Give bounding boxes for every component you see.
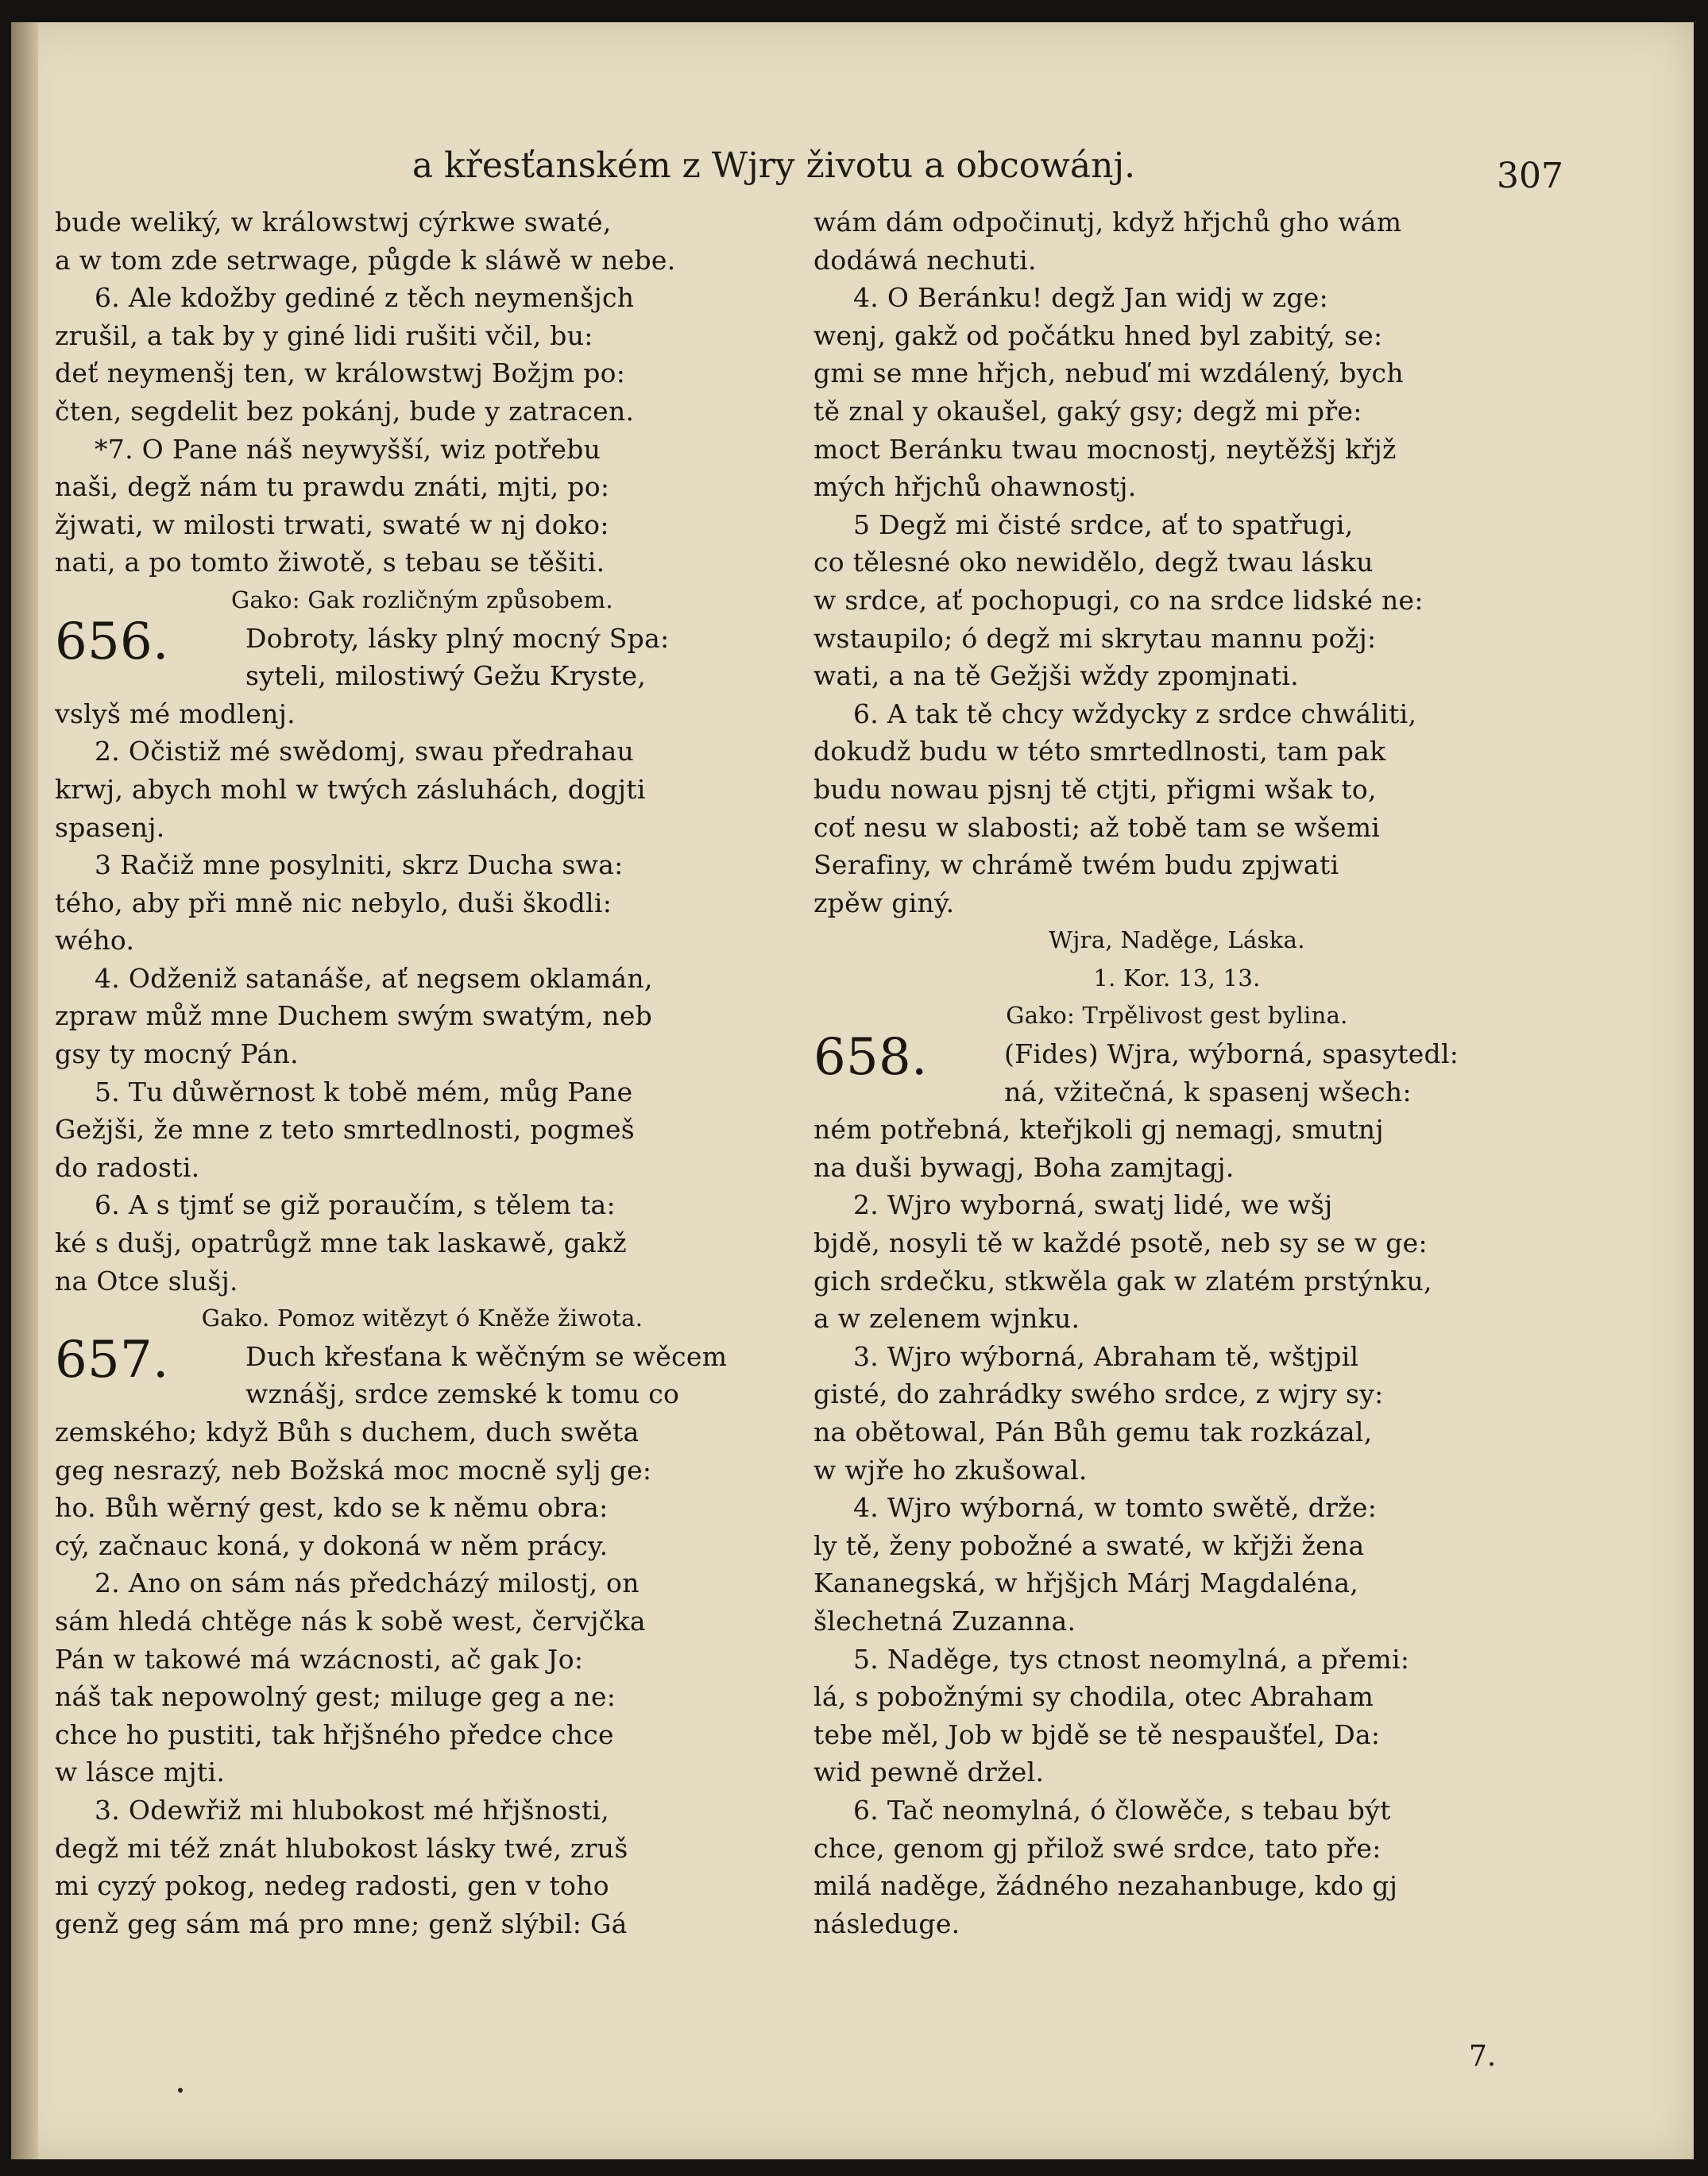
tune-line: Gako. Pomoz witězyt ó Kněže žiwota. — [201, 1304, 643, 1332]
text-line: budu nowau pjsnj tě ctjti, přigmi wšak to, — [813, 773, 1377, 805]
text-line: 4. Odženiž satanáše, ať negsem oklamán, — [95, 962, 653, 994]
text-line: bjdě, nosyli tě w každé psotě, neb sy se w ge: — [813, 1227, 1428, 1259]
text-line: co tělesné oko newidělo, degž twau lásku — [813, 547, 1374, 578]
text-line: zpraw můž mne Duchem swým swatým, neb — [55, 1000, 653, 1032]
text-line: degž mi též znát hlubokost lásky twé, zruš — [55, 1832, 628, 1864]
text-line: 5 Degž mi čisté srdce, ať to spatřugi, — [853, 508, 1354, 540]
text-line: wid pewně držel. — [813, 1757, 1045, 1788]
tune-line: 1. Kor. 13, 13. — [1093, 964, 1261, 991]
text-line: 6. Ale kdožby gediné z těch neymenšjch — [95, 282, 635, 314]
text-line: deť neymenšj ten, w králowstwj Božjm po: — [55, 358, 626, 389]
text-line: 2. Očistiž mé swědomj, swau předrahau — [95, 736, 635, 767]
text-line: 5. Tu důwěrnost k tobě mém, můg Pane — [95, 1076, 633, 1107]
text-line: milá naděge, žádného nezahanbuge, kdo gj — [813, 1870, 1398, 1902]
text-line: chce, genom gj přilož swé srdce, tato pře: — [813, 1832, 1381, 1864]
hymn-heading — [55, 1330, 790, 1413]
text-line: wstaupilo; ó degž mi skrytau mannu požj: — [813, 622, 1377, 654]
tune-line: Gako: Trpělivost gest bylina. — [1006, 1002, 1348, 1030]
text-line: mi cyzý pokog, nedeg radosti, gen v toho — [55, 1870, 609, 1902]
text-line: dodáwá nechuti. — [813, 244, 1037, 276]
text-line: ho. Bůh wěrný gest, kdo se k němu obra: — [55, 1492, 609, 1524]
text-line: 3. Odewřiž mi hlubokost mé hřjšnosti, — [95, 1794, 610, 1826]
text-line: geg nesrazý, neb Božská moc mocně sylj ge: — [55, 1454, 652, 1486]
hymn-first-line: (Fides) Wjra, wýborná, spasytedl: — [1004, 1038, 1459, 1070]
text-line: wenj, gakž od počátku hned byl zabitý, se: — [813, 319, 1383, 351]
text-line: cý, začnauc koná, y dokoná w něm prácy. — [55, 1529, 609, 1561]
text-line: zemského; když Bůh s duchem, duch swěta — [55, 1417, 640, 1447]
text-line: Gežjši, že mne z teto smrtedlnosti, pogmeš — [55, 1114, 636, 1146]
text-line: zpěw giný. — [813, 887, 955, 918]
text-line: šlechetná Zuzanna. — [813, 1605, 1076, 1637]
text-line: coť nesu w slabosti; až tobě tam se wšemi — [813, 811, 1381, 843]
text-line: 2. Wjro wyborná, swatj lidé, we wšj — [853, 1189, 1333, 1221]
text-line: w lásce mjti. — [55, 1757, 226, 1788]
hymn-number: 657. — [55, 1330, 169, 1389]
text-line: chce ho pustiti, tak hřjšného předce chce — [55, 1718, 614, 1750]
tune-line: Wjra, Naděge, Láska. — [1049, 926, 1305, 954]
text-line: 3. Wjro wýborná, Abraham tě, wštjpil — [853, 1340, 1359, 1372]
text-line: gisté, do zahrádky swého srdce, z wjry sy: — [813, 1378, 1384, 1410]
hymn-first-line: Dobroty, lásky plný mocný Spa: — [245, 622, 670, 654]
text-line: čten, segdelit bez pokánj, bude y zatracen. — [55, 395, 635, 427]
left-column — [55, 203, 790, 1942]
text-line: 6. Tač neomylná, ó člowěče, s tebau být — [853, 1794, 1391, 1826]
page-number: 307 — [1497, 156, 1563, 196]
text-line: ké s dušj, opatrůgž mne tak laskawě, gakž — [55, 1227, 627, 1259]
text-line: wati, a na tě Gežjši wždy zpomjnati. — [813, 660, 1299, 692]
text-line: na duši bywagj, Boha zamjtagj. — [813, 1151, 1235, 1183]
hymn-first-line: ná, vžitečná, k spasenj wšech: — [1004, 1076, 1412, 1107]
text-line: ly tě, ženy pobožné a swaté, w křjži žena — [813, 1529, 1365, 1561]
text-line: tého, aby při mně nic nebylo, duši škodli: — [55, 887, 612, 918]
text-line: nati, a po tomto žiwotě, s tebau se těšiti. — [55, 547, 605, 578]
text-line: w wjře ho zkušowal. — [813, 1454, 1088, 1486]
text-line: wého. — [55, 925, 135, 957]
text-line: tě znal y okaušel, gaký gsy; degž mi pře: — [813, 395, 1362, 427]
text-line: spasenj. — [55, 811, 165, 843]
text-line: a w tom zde setrwage, půgde k sláwě w nebe. — [55, 244, 676, 276]
text-line: dokudž budu w této smrtedlnosti, tam pak — [813, 736, 1386, 767]
hymn-first-line: syteli, milostiwý Gežu Kryste, — [245, 660, 647, 692]
text-line: na obětowal, Pán Bůh gemu tak rozkázal, — [813, 1417, 1373, 1447]
page-gutter — [11, 22, 38, 2159]
text-line: bude weliký, w králowstwj cýrkwe swaté, — [55, 207, 612, 238]
text-line: naši, degž nám tu prawdu znáti, mjti, po: — [55, 471, 610, 503]
text-line: lá, s pobožnými sy chodila, otec Abraham — [813, 1681, 1374, 1713]
text-line: wám dám odpočinutj, když hřjchů gho wám — [813, 207, 1402, 238]
hymn-number: 656. — [55, 612, 169, 671]
catchword: 7. — [1469, 2040, 1497, 2073]
text-line: *7. O Pane náš neywyšší, wiz potřebu — [95, 433, 601, 465]
text-line: genž geg sám má pro mne; genž slýbil: Gá — [55, 1907, 628, 1939]
text-line: zrušil, a tak by y giné lidi rušiti včil, bu: — [55, 319, 593, 351]
running-header: a křesťanském z Wjry životu a obcowánj. — [412, 145, 1136, 186]
text-line: gsy ty mocný Pán. — [55, 1038, 299, 1070]
text-line: 4. O Beránku! degž Jan widj w zge: — [853, 282, 1329, 314]
hymn-heading — [55, 612, 790, 695]
text-line: 2. Ano on sám nás předcházý milostj, on — [95, 1567, 640, 1599]
text-line: mých hřjchů ohawnostj. — [813, 471, 1137, 503]
text-line: do radosti. — [55, 1151, 200, 1183]
text-line: vslyš mé modlenj. — [55, 698, 296, 729]
hymn-first-line: wznášj, srdce zemské k tomu co — [245, 1378, 680, 1410]
text-line: gmi se mne hřjch, nebuď mi wzdálený, bych — [813, 358, 1404, 389]
text-line: 4. Wjro wýborná, w tomto swětě, drže: — [853, 1492, 1378, 1524]
tune-line: Gako: Gak rozličným způsobem. — [231, 586, 613, 613]
text-line: ném potřebná, kteřjkoli gj nemagj, smutnj — [813, 1114, 1384, 1146]
text-line: sám hledá chtěge nás k sobě west, červjčka — [55, 1605, 646, 1637]
hymn-first-line: Duch křesťana k wěčným se wěcem — [245, 1340, 728, 1372]
text-line: 3 Račiž mne posylniti, skrz Ducha swa: — [95, 849, 624, 881]
text-line: 6. A s tjmť se giž poraučím, s tělem ta: — [95, 1189, 616, 1221]
text-line: krwj, abych mohl w twých zásluhách, dogjti — [55, 773, 646, 805]
book-page — [11, 22, 1694, 2159]
text-line: Serafiny, w chrámě twém budu zpjwati — [813, 849, 1339, 881]
text-line: 6. A tak tě chcy wždycky z srdce chwáliti, — [853, 698, 1417, 729]
text-line: gich srdečku, stkwěla gak w zlatém prstýnku, — [813, 1265, 1432, 1297]
hymn-number: 658. — [813, 1028, 928, 1088]
text-line: žjwati, w milosti trwati, swaté w nj doko: — [55, 508, 609, 540]
right-column — [813, 203, 1540, 1942]
text-line: moct Beránku twau mocnostj, neytěžšj křjž — [813, 433, 1397, 465]
text-line: Kananegská, w hřjšjch Márj Magdaléna, — [813, 1567, 1359, 1599]
text-line: w srdce, ať pochopugi, co na srdce lidské ne: — [813, 584, 1424, 616]
text-line: tebe měl, Job w bjdě se tě nespaušťel, Da: — [813, 1718, 1381, 1750]
text-line: a w zelenem wjnku. — [813, 1303, 1080, 1335]
text-line: na Otce slušj. — [55, 1265, 238, 1297]
text-line: Pán w takowé má wzácnosti, ač gak Jo: — [55, 1643, 584, 1675]
text-line: 5. Naděge, tys ctnost neomylná, a přemi: — [853, 1643, 1410, 1675]
text-line: následuge. — [813, 1907, 960, 1939]
text-line: náš tak nepowolný gest; miluge geg a ne: — [55, 1681, 616, 1713]
ink-speck — [178, 2088, 183, 2093]
hymn-heading — [813, 1028, 1540, 1111]
